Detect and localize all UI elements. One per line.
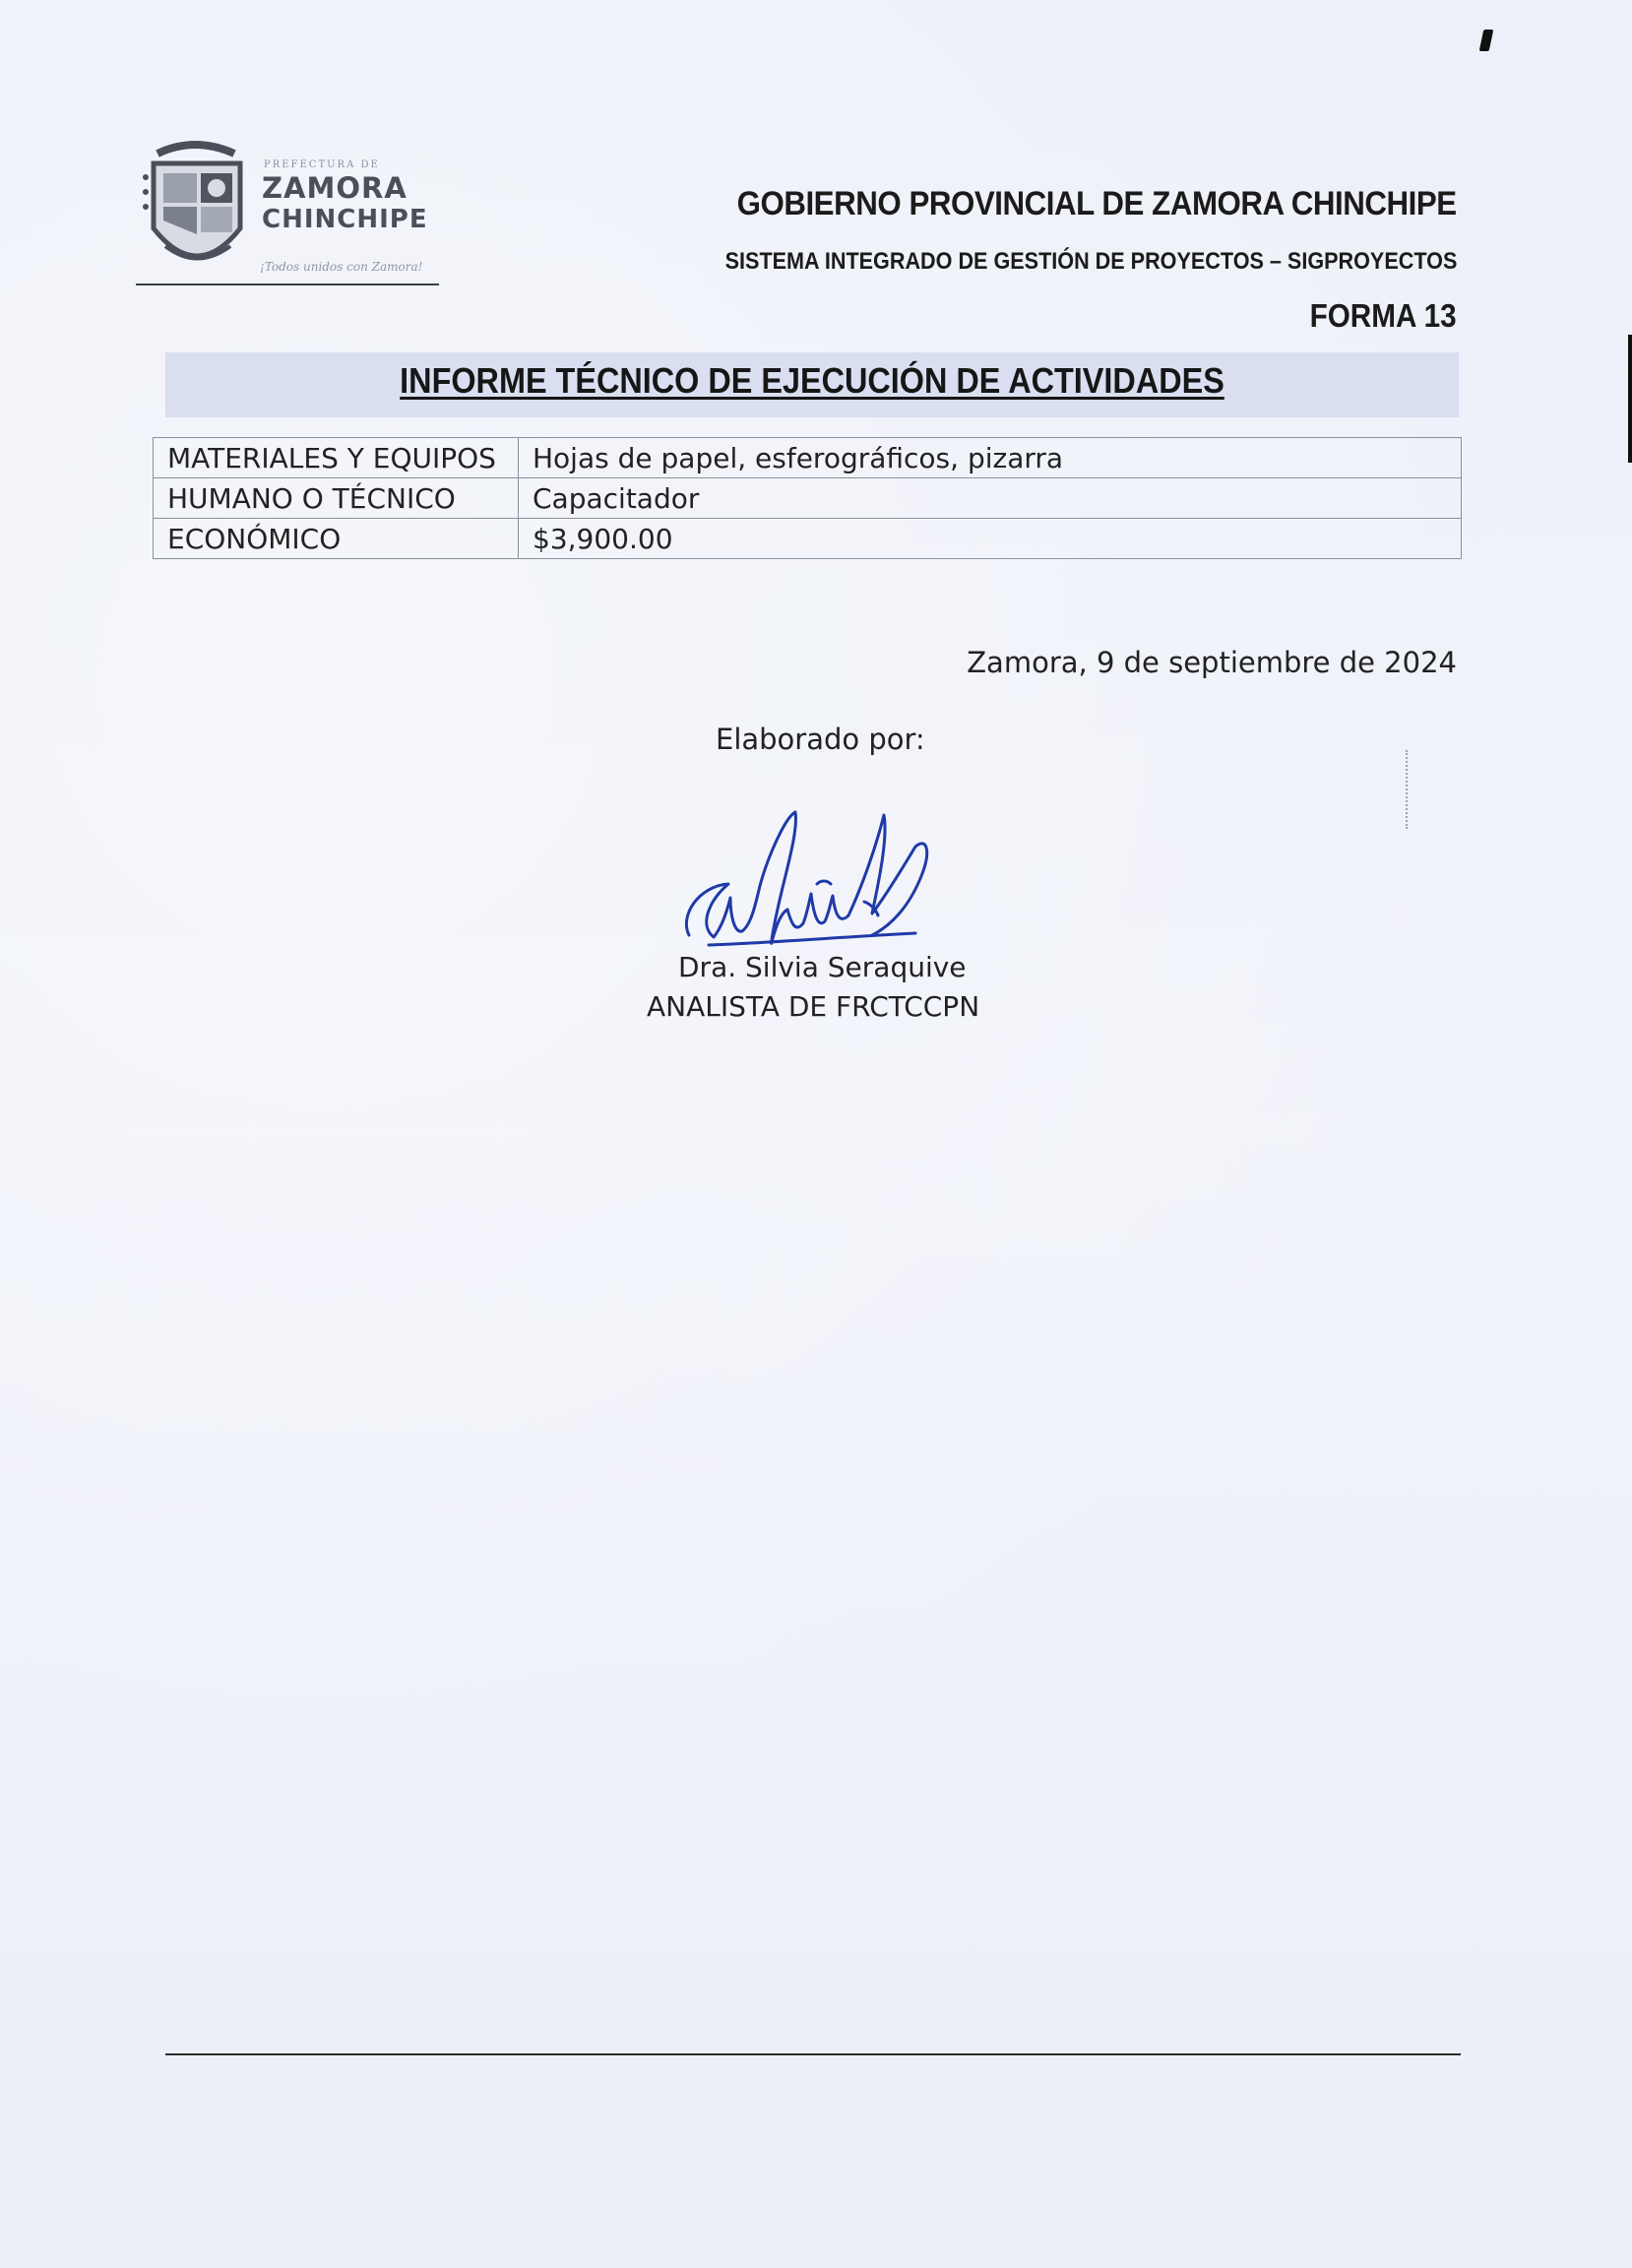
logo-slogan: ¡Todos unidos con Zamora! bbox=[260, 260, 423, 274]
report-title: INFORME TÉCNICO DE EJECUCIÓN DE ACTIVIDADES bbox=[400, 360, 1224, 401]
document-date: Zamora, 9 de septiembre de 2024 bbox=[967, 646, 1457, 679]
logo-zamora-text: ZAMORA bbox=[262, 171, 408, 205]
table-row bbox=[154, 438, 1462, 478]
form-number: FORMA 13 bbox=[1309, 297, 1457, 334]
resource-value: Hojas de papel, esferográficos, pizarra bbox=[519, 438, 1462, 478]
signer-name: Dra. Silvia Seraquive bbox=[678, 951, 967, 983]
logo-underline bbox=[136, 284, 439, 285]
resource-label: MATERIALES Y EQUIPOS bbox=[154, 438, 519, 478]
logo-prefectura-text: PREFECTURA DE bbox=[264, 159, 380, 170]
report-title-banner bbox=[165, 352, 1459, 417]
system-subtitle: SISTEMA INTEGRADO DE GESTIÓN DE PROYECTOS – SIGPROYECTOS bbox=[724, 248, 1457, 275]
prefectura-logo bbox=[136, 138, 441, 287]
resources-table bbox=[153, 437, 1462, 559]
table-row bbox=[154, 478, 1462, 519]
scan-artifact bbox=[1479, 30, 1494, 51]
prepared-by-label: Elaborado por: bbox=[716, 723, 925, 756]
resource-value: Capacitador bbox=[519, 478, 1462, 519]
table-row bbox=[154, 519, 1462, 559]
handwritten-signature bbox=[669, 807, 984, 975]
resource-label: ECONÓMICO bbox=[154, 519, 519, 559]
footer-divider bbox=[165, 2053, 1461, 2055]
coat-of-arms-icon bbox=[136, 138, 264, 285]
resource-label: HUMANO O TÉCNICO bbox=[154, 478, 519, 519]
scan-edge-bar bbox=[1628, 335, 1632, 463]
resource-value: $3,900.00 bbox=[519, 519, 1462, 559]
scan-dots bbox=[1406, 750, 1412, 829]
government-title: GOBIERNO PROVINCIAL DE ZAMORA CHINCHIPE bbox=[736, 185, 1457, 222]
logo-chinchipe-text: CHINCHIPE bbox=[262, 205, 428, 234]
signer-role: ANALISTA DE FRCTCCPN bbox=[647, 990, 980, 1023]
